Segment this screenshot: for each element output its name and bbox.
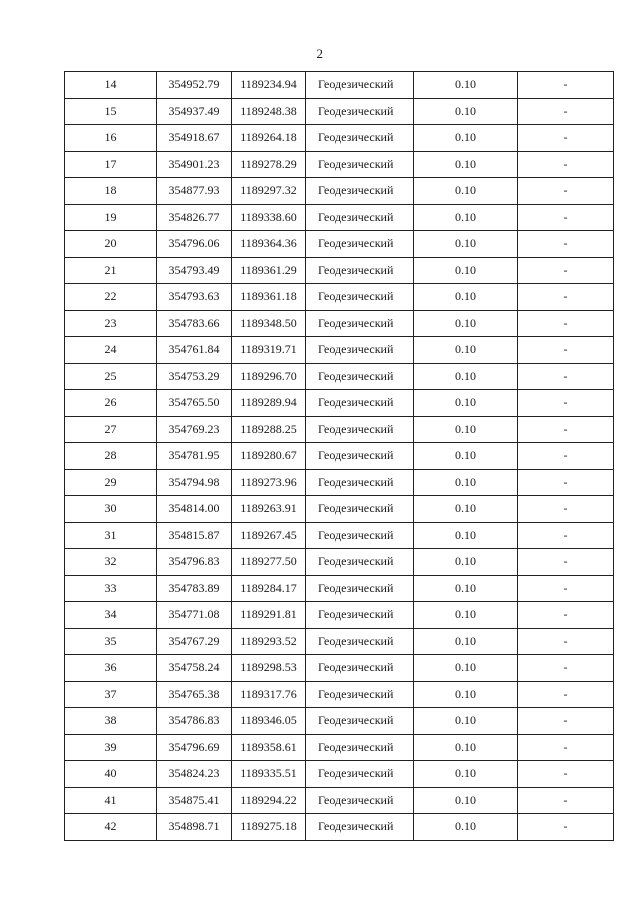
point-number-cell: 15 xyxy=(65,98,157,125)
accuracy-cell: 0.10 xyxy=(414,257,518,284)
x-coordinate-cell: 354796.83 xyxy=(157,549,232,576)
point-number-cell: 38 xyxy=(65,708,157,735)
x-coordinate-cell: 354761.84 xyxy=(157,337,232,364)
point-number-cell: 42 xyxy=(65,814,157,841)
table-row xyxy=(65,310,614,337)
note-cell: - xyxy=(518,310,614,337)
method-cell: Геодезический xyxy=(306,602,414,629)
accuracy-cell: 0.10 xyxy=(414,337,518,364)
y-coordinate-cell: 1189234.94 xyxy=(232,72,306,99)
method-cell: Геодезический xyxy=(306,655,414,682)
y-coordinate-cell: 1189280.67 xyxy=(232,443,306,470)
x-coordinate-cell: 354783.66 xyxy=(157,310,232,337)
note-cell: - xyxy=(518,549,614,576)
note-cell: - xyxy=(518,231,614,258)
accuracy-cell: 0.10 xyxy=(414,390,518,417)
accuracy-cell: 0.10 xyxy=(414,151,518,178)
y-coordinate-cell: 1189278.29 xyxy=(232,151,306,178)
point-number-cell: 18 xyxy=(65,178,157,205)
method-cell: Геодезический xyxy=(306,390,414,417)
accuracy-cell: 0.10 xyxy=(414,125,518,152)
table-row xyxy=(65,628,614,655)
table-row xyxy=(65,416,614,443)
x-coordinate-cell: 354769.23 xyxy=(157,416,232,443)
method-cell: Геодезический xyxy=(306,204,414,231)
y-coordinate-cell: 1189273.96 xyxy=(232,469,306,496)
point-number-cell: 39 xyxy=(65,734,157,761)
point-number-cell: 29 xyxy=(65,469,157,496)
accuracy-cell: 0.10 xyxy=(414,549,518,576)
x-coordinate-cell: 354765.38 xyxy=(157,681,232,708)
note-cell: - xyxy=(518,443,614,470)
x-coordinate-cell: 354815.87 xyxy=(157,522,232,549)
coordinates-table xyxy=(64,71,614,841)
y-coordinate-cell: 1189264.18 xyxy=(232,125,306,152)
point-number-cell: 32 xyxy=(65,549,157,576)
note-cell: - xyxy=(518,787,614,814)
table-row xyxy=(65,469,614,496)
table-row xyxy=(65,390,614,417)
x-coordinate-cell: 354826.77 xyxy=(157,204,232,231)
x-coordinate-cell: 354781.95 xyxy=(157,443,232,470)
point-number-cell: 23 xyxy=(65,310,157,337)
y-coordinate-cell: 1189297.32 xyxy=(232,178,306,205)
table-row xyxy=(65,787,614,814)
method-cell: Геодезический xyxy=(306,628,414,655)
method-cell: Геодезический xyxy=(306,814,414,841)
y-coordinate-cell: 1189267.45 xyxy=(232,522,306,549)
x-coordinate-cell: 354898.71 xyxy=(157,814,232,841)
y-coordinate-cell: 1189317.76 xyxy=(232,681,306,708)
y-coordinate-cell: 1189263.91 xyxy=(232,496,306,523)
table-row xyxy=(65,151,614,178)
method-cell: Геодезический xyxy=(306,443,414,470)
method-cell: Геодезический xyxy=(306,231,414,258)
x-coordinate-cell: 354796.69 xyxy=(157,734,232,761)
table-row xyxy=(65,734,614,761)
y-coordinate-cell: 1189358.61 xyxy=(232,734,306,761)
method-cell: Геодезический xyxy=(306,310,414,337)
x-coordinate-cell: 354937.49 xyxy=(157,98,232,125)
y-coordinate-cell: 1189338.60 xyxy=(232,204,306,231)
note-cell: - xyxy=(518,416,614,443)
method-cell: Геодезический xyxy=(306,708,414,735)
note-cell: - xyxy=(518,204,614,231)
page-number: 2 xyxy=(316,46,324,61)
accuracy-cell: 0.10 xyxy=(414,204,518,231)
table-row xyxy=(65,814,614,841)
table-row xyxy=(65,681,614,708)
y-coordinate-cell: 1189361.29 xyxy=(232,257,306,284)
method-cell: Геодезический xyxy=(306,787,414,814)
accuracy-cell: 0.10 xyxy=(414,72,518,99)
y-coordinate-cell: 1189248.38 xyxy=(232,98,306,125)
accuracy-cell: 0.10 xyxy=(414,98,518,125)
table-row xyxy=(65,655,614,682)
x-coordinate-cell: 354793.49 xyxy=(157,257,232,284)
point-number-cell: 30 xyxy=(65,496,157,523)
y-coordinate-cell: 1189291.81 xyxy=(232,602,306,629)
y-coordinate-cell: 1189364.36 xyxy=(232,231,306,258)
point-number-cell: 14 xyxy=(65,72,157,99)
x-coordinate-cell: 354794.98 xyxy=(157,469,232,496)
note-cell: - xyxy=(518,363,614,390)
note-cell: - xyxy=(518,681,614,708)
accuracy-cell: 0.10 xyxy=(414,681,518,708)
accuracy-cell: 0.10 xyxy=(414,628,518,655)
point-number-cell: 24 xyxy=(65,337,157,364)
accuracy-cell: 0.10 xyxy=(414,655,518,682)
note-cell: - xyxy=(518,72,614,99)
x-coordinate-cell: 354786.83 xyxy=(157,708,232,735)
point-number-cell: 35 xyxy=(65,628,157,655)
accuracy-cell: 0.10 xyxy=(414,363,518,390)
point-number-cell: 41 xyxy=(65,787,157,814)
x-coordinate-cell: 354901.23 xyxy=(157,151,232,178)
point-number-cell: 36 xyxy=(65,655,157,682)
point-number-cell: 34 xyxy=(65,602,157,629)
table-row xyxy=(65,178,614,205)
accuracy-cell: 0.10 xyxy=(414,814,518,841)
coordinates-table-body xyxy=(65,72,614,841)
note-cell: - xyxy=(518,257,614,284)
table-row xyxy=(65,708,614,735)
point-number-cell: 27 xyxy=(65,416,157,443)
y-coordinate-cell: 1189319.71 xyxy=(232,337,306,364)
method-cell: Геодезический xyxy=(306,178,414,205)
x-coordinate-cell: 354875.41 xyxy=(157,787,232,814)
table-row xyxy=(65,257,614,284)
note-cell: - xyxy=(518,602,614,629)
method-cell: Геодезический xyxy=(306,522,414,549)
point-number-cell: 28 xyxy=(65,443,157,470)
method-cell: Геодезический xyxy=(306,496,414,523)
note-cell: - xyxy=(518,655,614,682)
accuracy-cell: 0.10 xyxy=(414,284,518,311)
note-cell: - xyxy=(518,761,614,788)
x-coordinate-cell: 354814.00 xyxy=(157,496,232,523)
table-row xyxy=(65,602,614,629)
x-coordinate-cell: 354793.63 xyxy=(157,284,232,311)
table-row xyxy=(65,549,614,576)
x-coordinate-cell: 354796.06 xyxy=(157,231,232,258)
y-coordinate-cell: 1189335.51 xyxy=(232,761,306,788)
method-cell: Геодезический xyxy=(306,416,414,443)
table-row xyxy=(65,337,614,364)
note-cell: - xyxy=(518,522,614,549)
point-number-cell: 40 xyxy=(65,761,157,788)
y-coordinate-cell: 1189298.53 xyxy=(232,655,306,682)
note-cell: - xyxy=(518,496,614,523)
accuracy-cell: 0.10 xyxy=(414,416,518,443)
note-cell: - xyxy=(518,734,614,761)
accuracy-cell: 0.10 xyxy=(414,602,518,629)
x-coordinate-cell: 354918.67 xyxy=(157,125,232,152)
note-cell: - xyxy=(518,125,614,152)
table-row xyxy=(65,125,614,152)
point-number-cell: 26 xyxy=(65,390,157,417)
point-number-cell: 33 xyxy=(65,575,157,602)
point-number-cell: 17 xyxy=(65,151,157,178)
y-coordinate-cell: 1189289.94 xyxy=(232,390,306,417)
accuracy-cell: 0.10 xyxy=(414,787,518,814)
accuracy-cell: 0.10 xyxy=(414,522,518,549)
x-coordinate-cell: 354952.79 xyxy=(157,72,232,99)
point-number-cell: 31 xyxy=(65,522,157,549)
note-cell: - xyxy=(518,469,614,496)
point-number-cell: 21 xyxy=(65,257,157,284)
note-cell: - xyxy=(518,98,614,125)
accuracy-cell: 0.10 xyxy=(414,575,518,602)
accuracy-cell: 0.10 xyxy=(414,708,518,735)
accuracy-cell: 0.10 xyxy=(414,469,518,496)
table-row xyxy=(65,761,614,788)
note-cell: - xyxy=(518,284,614,311)
x-coordinate-cell: 354765.50 xyxy=(157,390,232,417)
method-cell: Геодезический xyxy=(306,98,414,125)
table-row xyxy=(65,231,614,258)
x-coordinate-cell: 354877.93 xyxy=(157,178,232,205)
x-coordinate-cell: 354753.29 xyxy=(157,363,232,390)
y-coordinate-cell: 1189348.50 xyxy=(232,310,306,337)
table-row xyxy=(65,443,614,470)
point-number-cell: 22 xyxy=(65,284,157,311)
accuracy-cell: 0.10 xyxy=(414,734,518,761)
accuracy-cell: 0.10 xyxy=(414,443,518,470)
table-row xyxy=(65,575,614,602)
y-coordinate-cell: 1189346.05 xyxy=(232,708,306,735)
x-coordinate-cell: 354824.23 xyxy=(157,761,232,788)
method-cell: Геодезический xyxy=(306,72,414,99)
y-coordinate-cell: 1189277.50 xyxy=(232,549,306,576)
y-coordinate-cell: 1189284.17 xyxy=(232,575,306,602)
method-cell: Геодезический xyxy=(306,284,414,311)
method-cell: Геодезический xyxy=(306,681,414,708)
table-row xyxy=(65,284,614,311)
method-cell: Геодезический xyxy=(306,363,414,390)
method-cell: Геодезический xyxy=(306,734,414,761)
point-number-cell: 16 xyxy=(65,125,157,152)
y-coordinate-cell: 1189361.18 xyxy=(232,284,306,311)
note-cell: - xyxy=(518,178,614,205)
y-coordinate-cell: 1189296.70 xyxy=(232,363,306,390)
method-cell: Геодезический xyxy=(306,469,414,496)
method-cell: Геодезический xyxy=(306,761,414,788)
accuracy-cell: 0.10 xyxy=(414,496,518,523)
method-cell: Геодезический xyxy=(306,575,414,602)
table-row xyxy=(65,204,614,231)
y-coordinate-cell: 1189275.18 xyxy=(232,814,306,841)
method-cell: Геодезический xyxy=(306,549,414,576)
method-cell: Геодезический xyxy=(306,257,414,284)
accuracy-cell: 0.10 xyxy=(414,178,518,205)
y-coordinate-cell: 1189288.25 xyxy=(232,416,306,443)
note-cell: - xyxy=(518,390,614,417)
table-row xyxy=(65,72,614,99)
x-coordinate-cell: 354767.29 xyxy=(157,628,232,655)
y-coordinate-cell: 1189294.22 xyxy=(232,787,306,814)
x-coordinate-cell: 354771.08 xyxy=(157,602,232,629)
x-coordinate-cell: 354783.89 xyxy=(157,575,232,602)
method-cell: Геодезический xyxy=(306,151,414,178)
note-cell: - xyxy=(518,337,614,364)
y-coordinate-cell: 1189293.52 xyxy=(232,628,306,655)
note-cell: - xyxy=(518,814,614,841)
note-cell: - xyxy=(518,708,614,735)
point-number-cell: 37 xyxy=(65,681,157,708)
method-cell: Геодезический xyxy=(306,337,414,364)
accuracy-cell: 0.10 xyxy=(414,761,518,788)
note-cell: - xyxy=(518,151,614,178)
table-row xyxy=(65,363,614,390)
accuracy-cell: 0.10 xyxy=(414,310,518,337)
table-row xyxy=(65,522,614,549)
point-number-cell: 25 xyxy=(65,363,157,390)
note-cell: - xyxy=(518,628,614,655)
note-cell: - xyxy=(518,575,614,602)
x-coordinate-cell: 354758.24 xyxy=(157,655,232,682)
point-number-cell: 19 xyxy=(65,204,157,231)
table-row xyxy=(65,98,614,125)
point-number-cell: 20 xyxy=(65,231,157,258)
accuracy-cell: 0.10 xyxy=(414,231,518,258)
table-row xyxy=(65,496,614,523)
method-cell: Геодезический xyxy=(306,125,414,152)
